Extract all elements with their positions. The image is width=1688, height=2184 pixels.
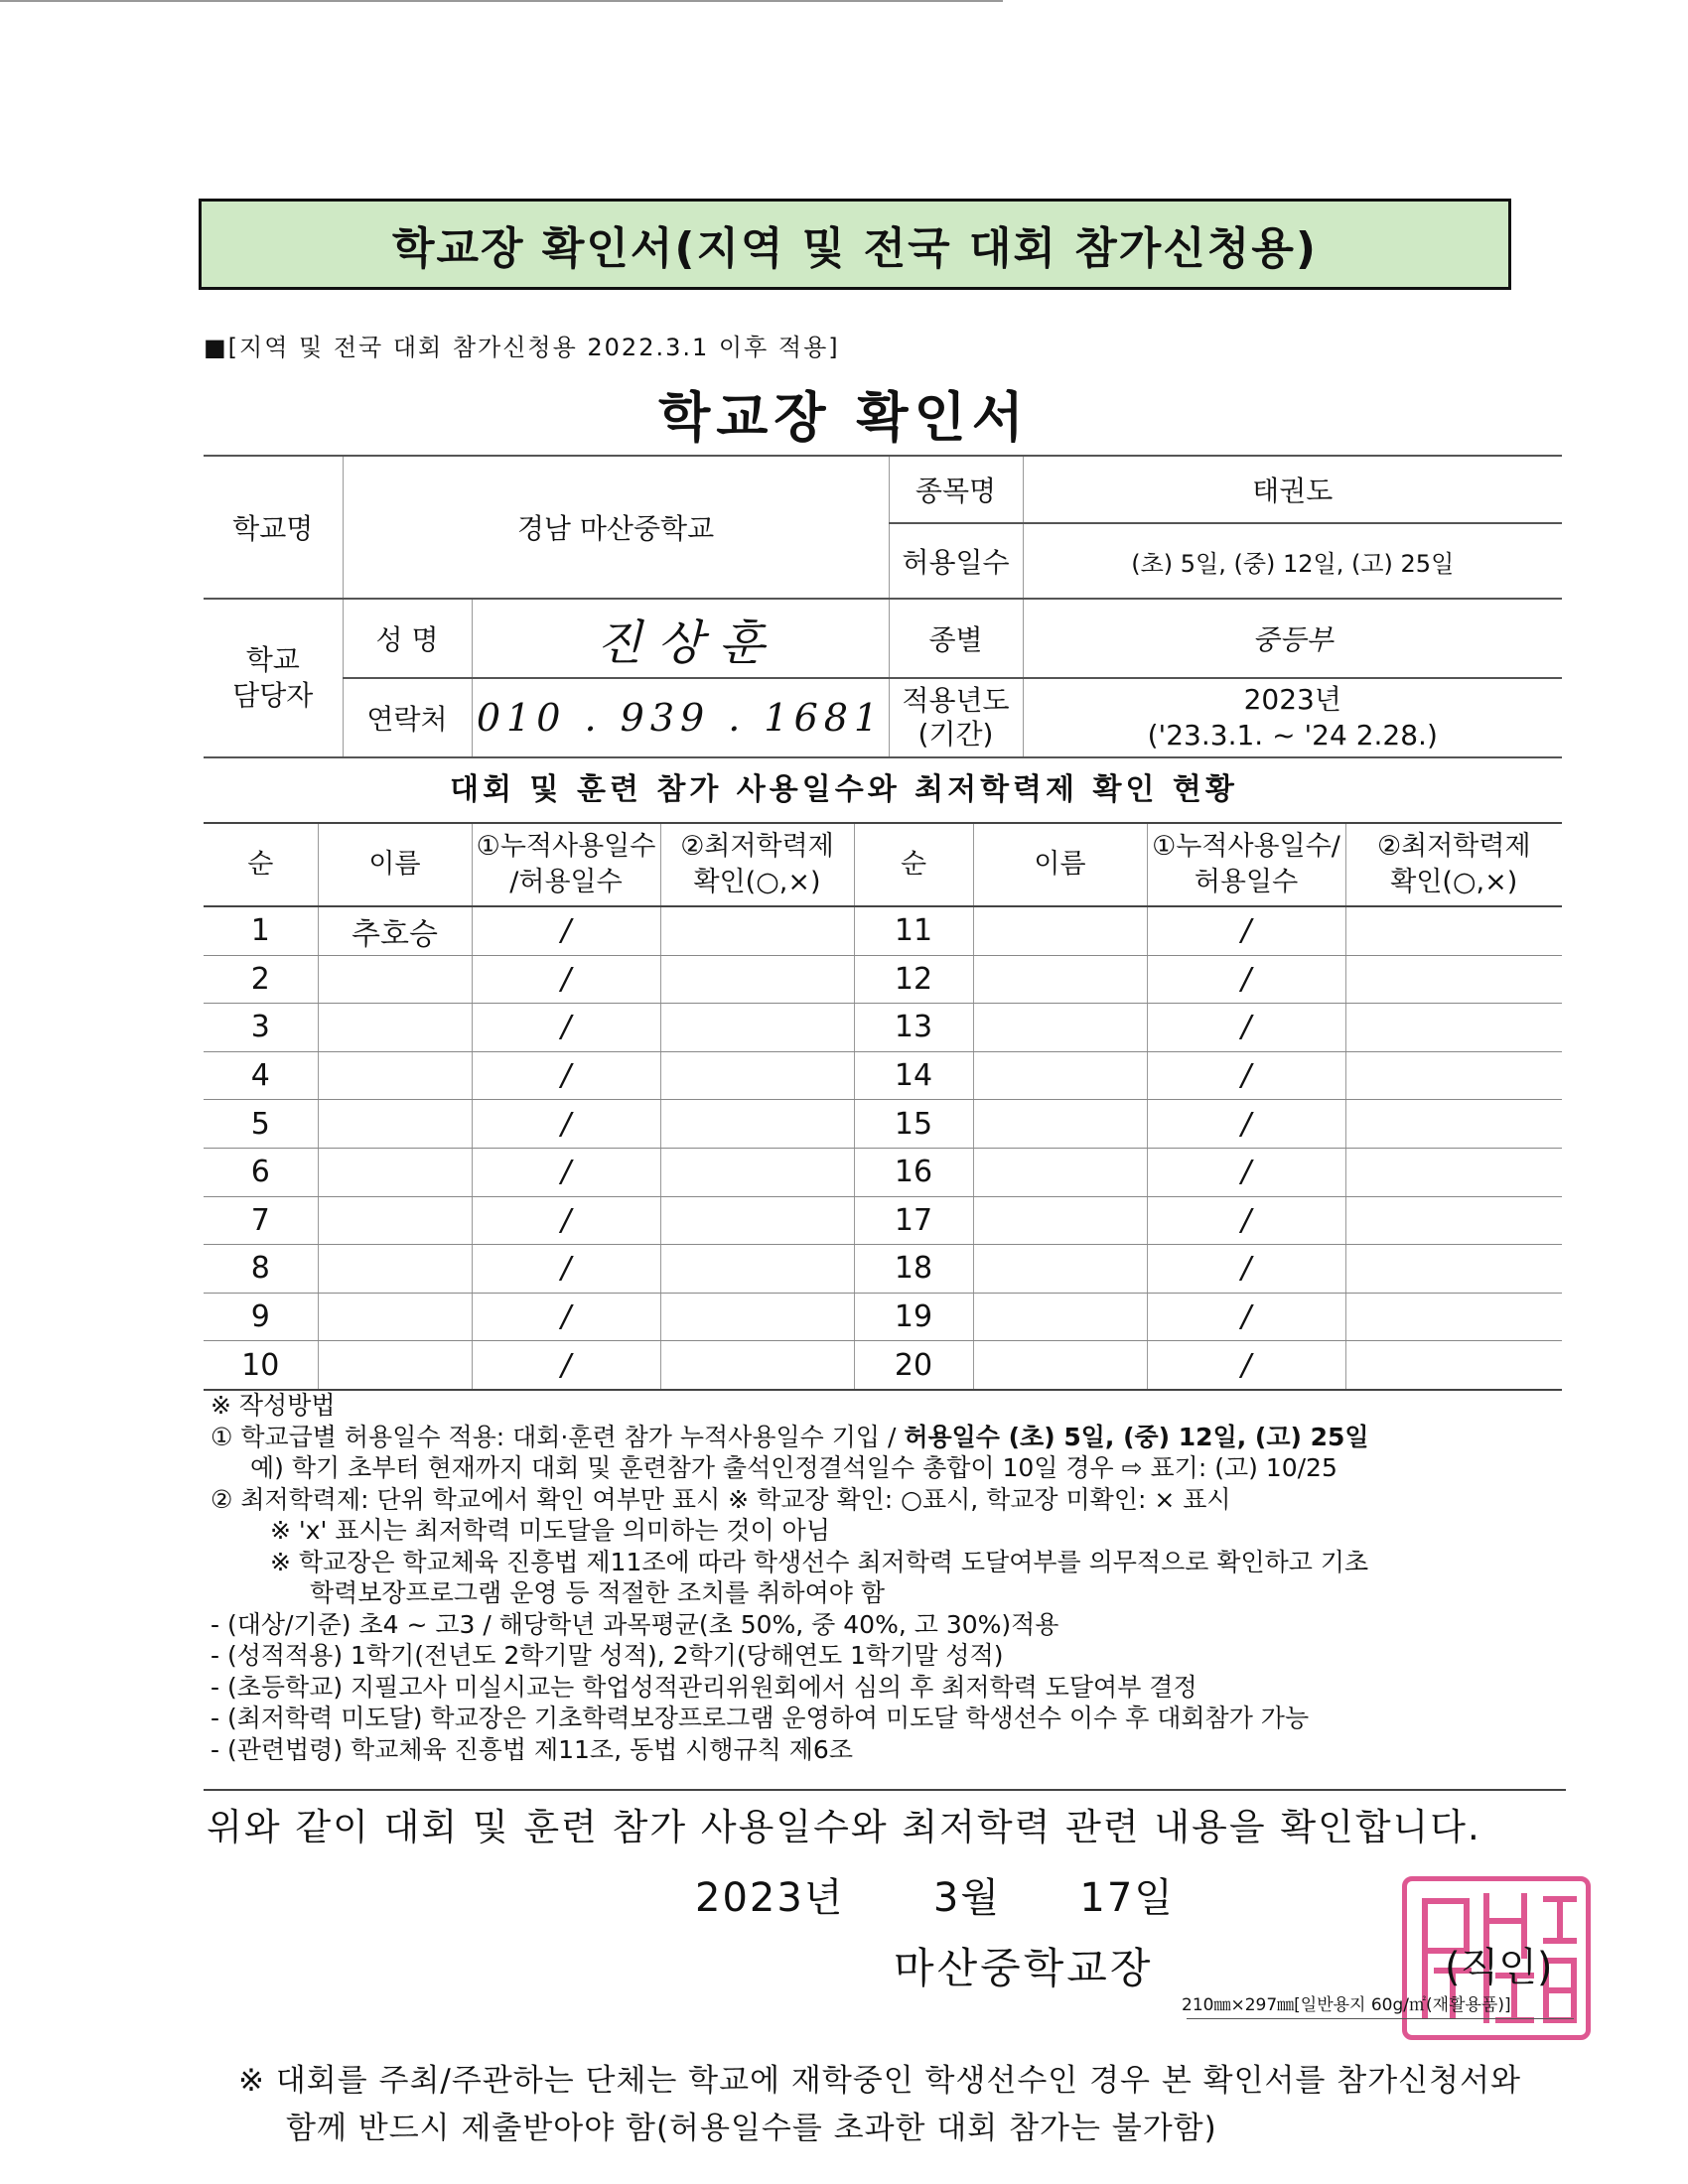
row-no-2: 11 xyxy=(854,906,973,955)
row-days-2: / xyxy=(1147,906,1345,955)
table-row xyxy=(204,1004,1562,1052)
col-header-min-academic-2: ②최저학력제 확인(○,×) xyxy=(1345,823,1562,906)
row-days: / xyxy=(472,1148,660,1196)
submission-note-line-1: ※ 대회를 주최/주관하는 단체는 학교에 재학중인 학생선수인 경우 본 확인서를 참가신청서와 xyxy=(238,2063,1521,2099)
school-value: 경남 마산중학교 xyxy=(343,456,889,599)
row-no: 2 xyxy=(204,955,318,1004)
manager-label: 학교 담당자 xyxy=(204,599,343,757)
row-name xyxy=(318,1051,472,1100)
row-name-2 xyxy=(973,1100,1147,1149)
row-no: 8 xyxy=(204,1245,318,1294)
row-days-2: / xyxy=(1147,1293,1345,1341)
row-name xyxy=(318,955,472,1004)
principal-signature: 마산중학교장 xyxy=(894,1944,1154,1992)
row-no-2: 19 xyxy=(854,1293,973,1341)
row-name xyxy=(318,1148,472,1196)
row-days: / xyxy=(472,1100,660,1149)
instruction-2: ② 최저학력제: 단위 학교에서 확인 여부만 표시 ※ 학교장 확인: ○표시, 학교장 미확인: × 표시 xyxy=(211,1484,1231,1514)
school-label: 학교명 xyxy=(204,456,343,599)
row-days: / xyxy=(472,1245,660,1294)
row-days-2: / xyxy=(1147,1245,1345,1294)
row-no-2: 15 xyxy=(854,1100,973,1149)
row-min-academic-2 xyxy=(1345,1148,1562,1196)
table-row xyxy=(204,1100,1562,1149)
row-min-academic xyxy=(660,1341,854,1390)
row-min-academic-2 xyxy=(1345,1245,1562,1294)
row-name xyxy=(318,1245,472,1294)
col-header-name: 이름 xyxy=(318,823,472,906)
divider xyxy=(204,1789,1566,1791)
row-no: 9 xyxy=(204,1293,318,1341)
instruction-1-text: ① 학교급별 허용일수 적용: 대회·훈련 참가 누적사용일수 기입 / xyxy=(211,1422,905,1451)
row-days-2: / xyxy=(1147,1148,1345,1196)
row-days-2: / xyxy=(1147,1051,1345,1100)
row-no: 7 xyxy=(204,1196,318,1245)
row-days: / xyxy=(472,1293,660,1341)
row-min-academic xyxy=(660,1245,854,1294)
col-header-no-2: 순 xyxy=(854,823,973,906)
row-no: 1 xyxy=(204,906,318,955)
row-days-2: / xyxy=(1147,1004,1345,1052)
contact-value: 010 . 939 . 1681 xyxy=(472,678,889,757)
confirmation-statement: 위와 같이 대회 및 훈련 참가 사용일수와 최저학력 관련 내용을 확인합니다. xyxy=(207,1806,1481,1848)
row-min-academic-2 xyxy=(1345,955,1562,1004)
row-no-2: 14 xyxy=(854,1051,973,1100)
row-name-2 xyxy=(973,1245,1147,1294)
instruction-1 xyxy=(211,1422,1571,1453)
row-days: / xyxy=(472,955,660,1004)
row-name xyxy=(318,1293,472,1341)
col-header-min-academic: ②최저학력제 확인(○,×) xyxy=(660,823,854,906)
row-name xyxy=(318,1004,472,1052)
section-title: 대회 및 훈련 참가 사용일수와 최저학력제 확인 현황 xyxy=(450,772,1238,807)
instruction-2-note-x: ※ 'x' 표시는 최저학력 미도달을 의미하는 것이 아님 xyxy=(270,1516,830,1545)
col-header-no: 순 xyxy=(204,823,318,906)
row-min-academic xyxy=(660,1293,854,1341)
row-days: / xyxy=(472,1196,660,1245)
banner-title: 학교장 확인서(지역 및 전국 대회 참가신청용) xyxy=(199,199,1511,290)
date-day: 17일 xyxy=(1079,1875,1175,1921)
row-min-academic xyxy=(660,906,854,955)
row-name xyxy=(318,1196,472,1245)
row-days: / xyxy=(472,1051,660,1100)
col-header-days-2: ①누적사용일수/ 허용일수 xyxy=(1147,823,1345,906)
issue-date xyxy=(695,1866,1175,1923)
detail-law: - (관련법령) 학교체육 진흥법 제11조, 동법 시행규칙 제6조 xyxy=(211,1734,853,1764)
page-title: 학교장 확인서 xyxy=(658,386,1030,449)
row-no-2: 17 xyxy=(854,1196,973,1245)
submission-note-line-2: 함께 반드시 제출받아야 함(허용일수를 초과한 대회 참가는 불가함) xyxy=(286,2111,1217,2146)
instruction-1-bold: 허용일수 (초) 5일, (중) 12일, (고) 25일 xyxy=(904,1422,1369,1451)
table-row xyxy=(204,1341,1562,1390)
contact-label: 연락처 xyxy=(343,678,472,757)
table-row xyxy=(204,1293,1562,1341)
name-label: 성 명 xyxy=(343,599,472,678)
paper-spec: 210㎜×297㎜[일반용지 60g/㎡(재활용품)] xyxy=(1182,1995,1511,2015)
table-row xyxy=(204,1148,1562,1196)
row-days-2: / xyxy=(1147,1100,1345,1149)
row-name-2 xyxy=(973,1341,1147,1390)
date-month: 3월 xyxy=(932,1875,1001,1921)
row-no: 3 xyxy=(204,1004,318,1052)
row-name xyxy=(318,1100,472,1149)
instructions-heading: ※ 작성방법 xyxy=(211,1391,336,1420)
allowed-days-label: 허용일수 xyxy=(889,523,1023,599)
row-no: 6 xyxy=(204,1148,318,1196)
row-min-academic-2 xyxy=(1345,1051,1562,1100)
row-name: 추호승 xyxy=(318,906,472,955)
date-year: 2023년 xyxy=(695,1875,845,1921)
table-row xyxy=(204,1245,1562,1294)
detail-grades: - (성적적용) 1학기(전년도 2학기말 성적), 2학기(당해연도 1학기말 성적) xyxy=(211,1641,1004,1670)
row-no-2: 16 xyxy=(854,1148,973,1196)
row-min-academic-2 xyxy=(1345,906,1562,955)
row-name-2 xyxy=(973,955,1147,1004)
row-name-2 xyxy=(973,1148,1147,1196)
row-name-2 xyxy=(973,906,1147,955)
row-days-2: / xyxy=(1147,1341,1345,1390)
row-no-2: 18 xyxy=(854,1245,973,1294)
division-label: 종별 xyxy=(889,599,1023,678)
row-min-academic-2 xyxy=(1345,1100,1562,1149)
instruction-2-law-1: ※ 학교장은 학교체육 진흥법 제11조에 따라 학생선수 최저학력 도달여부를 의무적으로 확인하고 기초 xyxy=(270,1547,1369,1576)
instruction-2-law-2: 학력보장프로그램 운영 등 적절한 조치를 취하여야 함 xyxy=(310,1578,885,1607)
instruction-1-example: 예) 학기 초부터 현재까지 대회 및 훈련참가 출석인정결석일수 총합이 10일 경우 ⇨ 표기: (고) 10/25 xyxy=(250,1453,1337,1482)
applicability-note: ■[지역 및 전국 대회 참가신청용 2022.3.1 이후 적용] xyxy=(204,334,840,361)
top-scan-line xyxy=(0,0,1003,2)
row-name-2 xyxy=(973,1051,1147,1100)
row-min-academic xyxy=(660,1004,854,1052)
row-days: / xyxy=(472,906,660,955)
row-min-academic-2 xyxy=(1345,1004,1562,1052)
row-days-2: / xyxy=(1147,1196,1345,1245)
row-min-academic xyxy=(660,955,854,1004)
row-no: 10 xyxy=(204,1341,318,1390)
footer-rule xyxy=(1187,2018,1574,2019)
table-row xyxy=(204,1051,1562,1100)
detail-target: - (대상/기준) 초4 ~ 고3 / 해당학년 과목평균(초 50%, 중 40%, 고 30%)적용 xyxy=(211,1609,1059,1639)
submission-note xyxy=(238,2057,1521,2152)
row-no: 4 xyxy=(204,1051,318,1100)
sport-value: 태권도 xyxy=(1023,456,1562,523)
detail-not-met: - (최저학력 미도달) 학교장은 기초학력보장프로그램 운영하여 미도달 학생선수 이수 후 대회참가 가능 xyxy=(211,1704,1310,1732)
col-header-name-2: 이름 xyxy=(973,823,1147,906)
division-value: 중등부 xyxy=(1023,599,1562,678)
year-label: 적용년도 (기간) xyxy=(889,678,1023,757)
row-min-academic-2 xyxy=(1345,1293,1562,1341)
allowed-days-value: (초) 5일, (중) 12일, (고) 25일 xyxy=(1023,523,1562,599)
table-row xyxy=(204,1196,1562,1245)
row-no-2: 13 xyxy=(854,1004,973,1052)
participation-table xyxy=(204,822,1562,1391)
row-no-2: 12 xyxy=(854,955,973,1004)
row-name-2 xyxy=(973,1196,1147,1245)
row-days: / xyxy=(472,1004,660,1052)
instructions xyxy=(211,1390,1571,1765)
sport-label: 종목명 xyxy=(889,456,1023,523)
row-days: / xyxy=(472,1341,660,1390)
row-name xyxy=(318,1341,472,1390)
row-min-academic-2 xyxy=(1345,1341,1562,1390)
manager-name-value: 진 상 훈 xyxy=(472,599,889,678)
row-name-2 xyxy=(973,1293,1147,1341)
row-min-academic xyxy=(660,1196,854,1245)
table-row xyxy=(204,906,1562,955)
row-min-academic xyxy=(660,1100,854,1149)
row-no-2: 20 xyxy=(854,1341,973,1390)
row-no: 5 xyxy=(204,1100,318,1149)
col-header-days: ①누적사용일수 /허용일수 xyxy=(472,823,660,906)
detail-elementary: - (초등학교) 지필고사 미실시교는 학업성적관리위원회에서 심의 후 최저학력 도달여부 결정 xyxy=(211,1672,1197,1702)
row-days-2: / xyxy=(1147,955,1345,1004)
school-info-table xyxy=(204,455,1562,758)
row-min-academic xyxy=(660,1148,854,1196)
table-row xyxy=(204,955,1562,1004)
row-name-2 xyxy=(973,1004,1147,1052)
row-min-academic xyxy=(660,1051,854,1100)
seal-label: (직인) xyxy=(1445,1945,1553,1990)
row-min-academic-2 xyxy=(1345,1196,1562,1245)
year-value: 2023년 ('23.3.1. ~ '24 2.28.) xyxy=(1023,678,1562,757)
